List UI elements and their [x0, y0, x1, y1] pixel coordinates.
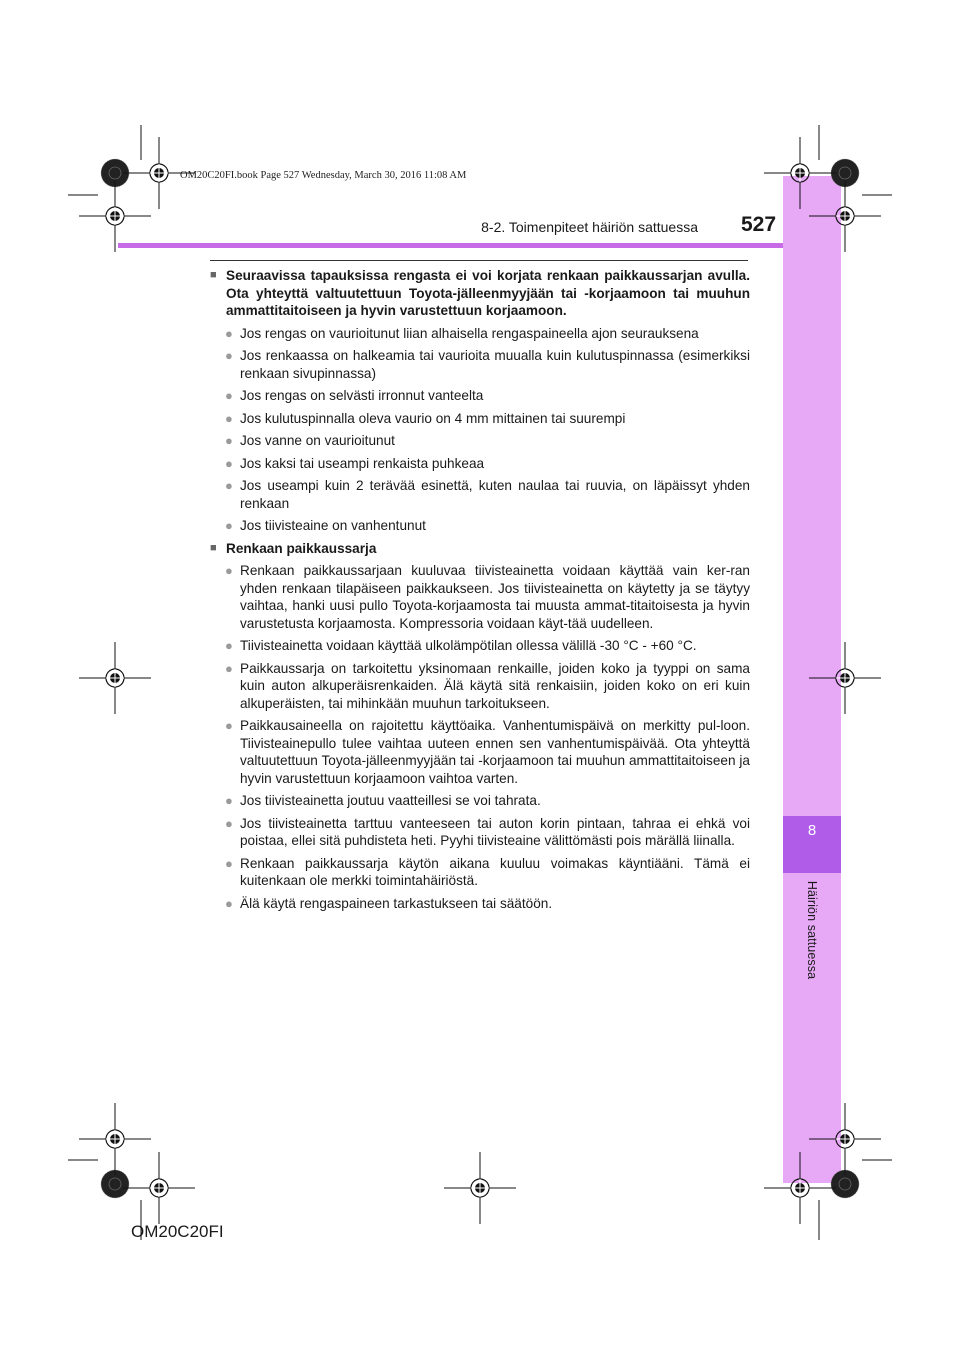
chapter-label: Häiriön sattuessa: [805, 880, 819, 980]
circle-bullet-icon: ●: [225, 410, 233, 426]
list-item-text: Jos tiivisteaine on vanhentunut: [240, 518, 426, 533]
registration-mark-icon: [809, 1103, 881, 1175]
circle-bullet-icon: ●: [225, 388, 233, 403]
list-item-text: Jos rengas on vaurioitunut liian alhaisella rengaspaineella ajon seurauksena: [240, 325, 699, 341]
registration-mark-icon: [123, 1152, 195, 1224]
list-item-text: Jos tiivisteainetta tarttuu vanteeseen tai auton korin pintaan, tahraa ei ehkä voi poistaa, ellei sitä puhdisteta heti. Pyyhi tiivisteaine välittömästi pois märällä liinalla.: [240, 815, 750, 848]
registration-mark-icon: [444, 1152, 516, 1224]
list-item-text: Renkaan paikkaussarja käytön aikana kuuluu voimakas käyntiääni. Tämä ei kuitenkaan ole merkki toimintahäiriöstä.: [240, 855, 750, 888]
page-number: 527: [741, 213, 777, 236]
list-item-text: Renkaan paikkaussarjaan kuuluvaa tiivisteainetta voidaan käyttää vain ker-ran yhden renkaan tilapäiseen paikkaukseen. Jos tiivisteainetta on käytetty ja se täytyy vaihtaa, hanki uusi pullo Toyota-korjaamosta tai muusta ammat-titaitoisesta ja hyvin varustetusta korjaamosta. Kompressoria voidaan käyt-tää uudelleen.: [240, 563, 750, 631]
book-stamp: OM20C20FI.book Page 527 Wednesday, March 30, 2016 11:08 AM: [180, 170, 467, 181]
crop-lines: [68, 125, 892, 1240]
list-item-text: Jos useampi kuin 2 terävää esinettä, kuten naulaa tai ruuvia, on läpäissyt yhden renkaan: [240, 478, 750, 511]
list-item-text: Jos vanne on vaurioitunut: [240, 433, 395, 448]
list-item-text: Paikkausaineella on rajoitettu käyttöaika. Vanhentumispäivä on merkitty pul-loon. Tiivisteainepullo tulee vaihtaa uuteen ennen sen vanhentumispäivää. Ota yhteyttä valtuutettuun Toyota-jälleenmyyjään tai -korjaamoon tai muuhun ammattitaitoiseen ja hyvin varustettuun korjaamoon vaihtoa varten.: [240, 718, 750, 786]
circle-bullet-icon: ●: [225, 433, 233, 448]
circle-bullet-icon: ●: [225, 348, 233, 363]
registration-mark-icon: [79, 642, 151, 714]
registration-mark-icon: [809, 642, 881, 714]
square-bullet-icon: ■: [210, 269, 217, 281]
registration-mark-icon: [79, 180, 151, 252]
list-item-text: Älä käytä rengaspaineen tarkastukseen tai säätöön.: [240, 895, 553, 911]
footer-code: OM20C20FI: [131, 1222, 224, 1241]
list-item-text: Paikkaussarja on tarkoitettu yksinomaan renkaille, joiden koko ja tyyppi on sama kuin auton alkuperäisrenkaiden. Älä käytä sitä renkaisiin, joiden koko on eri kuin alkuperäisten, tai mihinkään muuhun tarkoitukseen.: [240, 660, 750, 711]
list-item-text: Jos kaksi tai useampi renkaista puhkeaa: [240, 455, 485, 471]
list-item-text: Jos rengas on selvästi irronnut vanteelta: [240, 388, 484, 403]
registration-mark-icon: [79, 1103, 151, 1175]
registration-mark-icon: [809, 180, 881, 252]
circle-bullet-icon: ●: [225, 518, 233, 533]
section-heading-text: Seuraavissa tapauksissa rengasta ei voi korjata renkaan paikkaussarjan avulla. Ota yhteyttä valtuutettuun Toyota-jälleenmyyjään tai -korjaamoon tai muuhun ammattitaitoiseen ja hyvin varustettuun korjaamoon.: [226, 268, 750, 318]
registration-mark-icon: [123, 137, 195, 209]
list-item-text: Jos tiivisteainetta joutuu vaatteillesi se voi tahrata.: [240, 793, 541, 808]
square-bullet-icon: ■: [210, 541, 217, 554]
circle-bullet-icon: ●: [225, 793, 233, 808]
circle-bullet-icon: ●: [225, 325, 233, 341]
list-item-text: Jos renkaassa on halkeamia tai vaurioita muualla kuin kulutuspinnassa (esimerkiksi renkaan sivupinnassa): [240, 348, 750, 381]
circle-bullet-icon: ●: [225, 855, 233, 871]
registration-mark-icon: [764, 1152, 836, 1224]
circle-bullet-icon: ●: [225, 815, 233, 831]
section-title: 8-2. Toimenpiteet häiriön sattuessa: [481, 219, 698, 235]
section-heading-text: Renkaan paikkaussarja: [226, 540, 377, 556]
circle-bullet-icon: ●: [225, 660, 233, 676]
circle-bullet-icon: ●: [225, 895, 233, 911]
circle-bullet-icon: ●: [225, 563, 233, 578]
list-item-text: Jos kulutuspinnalla oleva vaurio on 4 mm mittainen tai suurempi: [240, 410, 626, 426]
chapter-number: 8: [807, 822, 817, 839]
circle-bullet-icon: ●: [225, 455, 233, 471]
circle-bullet-icon: ●: [225, 478, 233, 493]
registration-mark-icon: [764, 137, 836, 209]
list-item-text: Tiivisteainetta voidaan käyttää ulkolämpötilan ollessa välillä -30 °C - +60 °C.: [240, 638, 697, 653]
circle-bullet-icon: ●: [225, 638, 233, 653]
circle-bullet-icon: ●: [225, 718, 233, 733]
